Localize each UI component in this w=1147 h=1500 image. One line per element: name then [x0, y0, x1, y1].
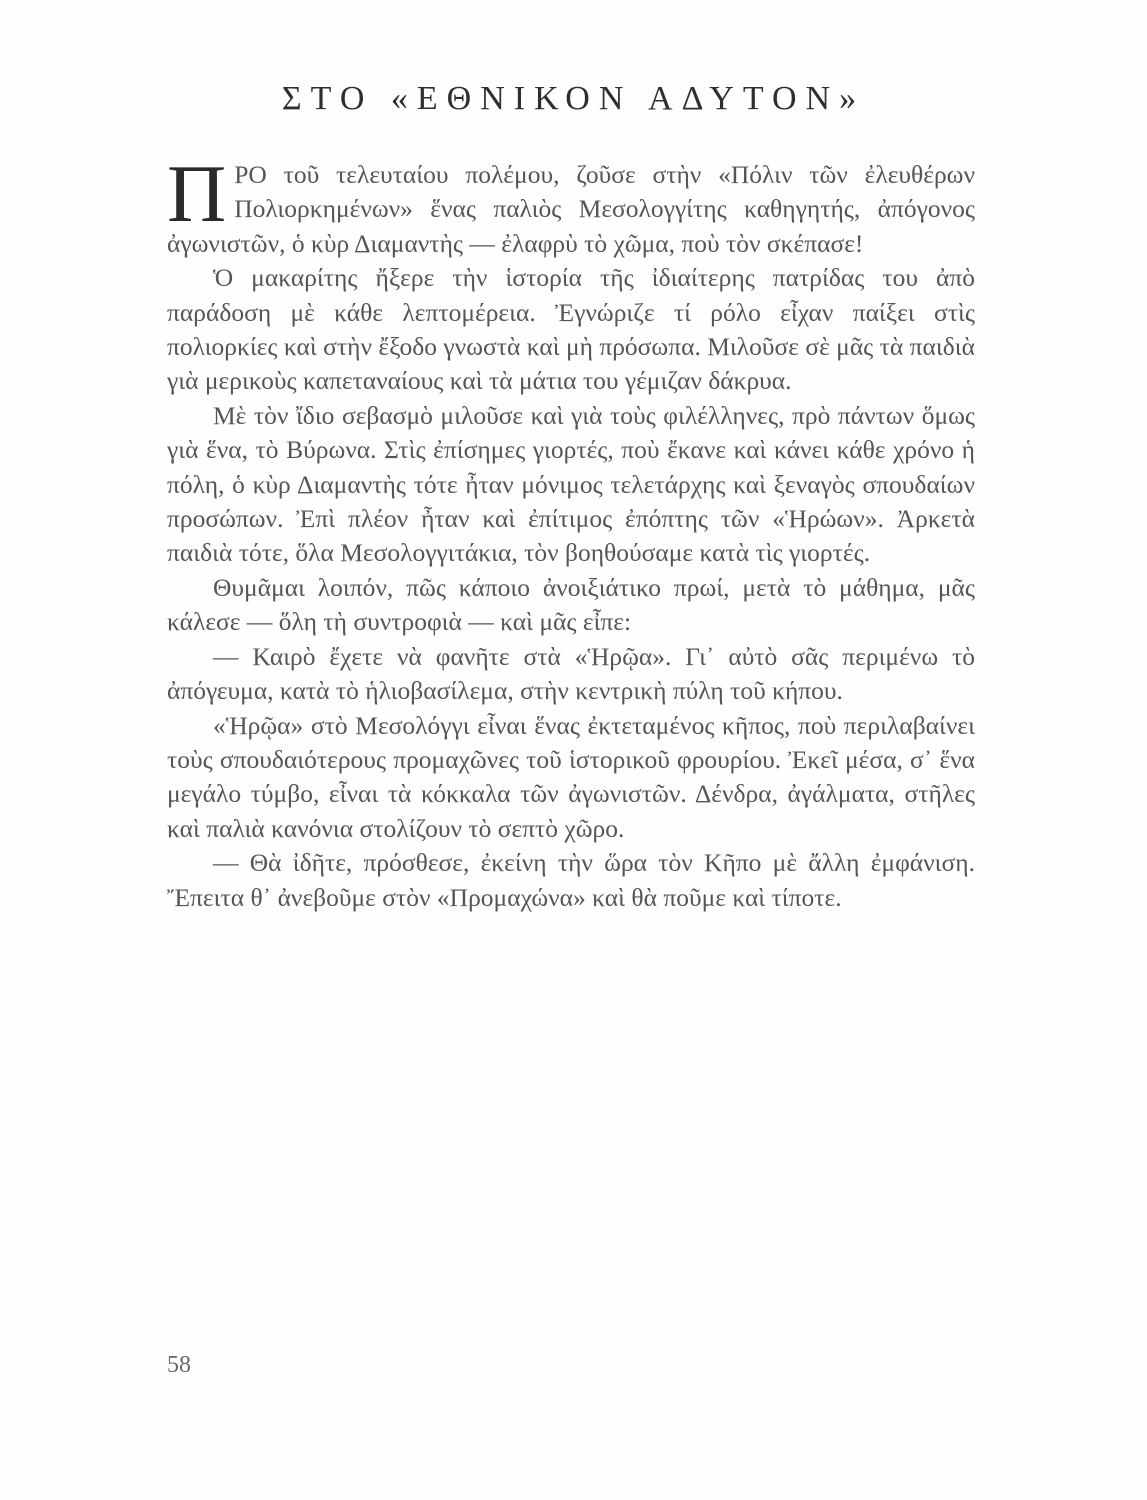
paragraph-7: — Θὰ ἰδῆτε, πρόσθεσε, ἐκείνη τὴν ὥρα τὸν Κῆπο μὲ ἄλλη ἐμφάνιση. Ἔπειτα θ᾿ ἀνεβοῦμε στὸν «Προμαχώνα» καὶ θὰ ποῦμε καὶ τίποτε. [167, 848, 975, 912]
paragraph-3: Μὲ τὸν ἴδιο σεβασμὸ μιλοῦσε καὶ γιὰ τοὺς φιλέλληνες, πρὸ πάντων ὅμως γιὰ ἕνα, τὸ Βύρωνα. Στὶς ἐπίσημες γιορτές, ποὺ ἔκανε καὶ κάνει κάθε χρόνο ἡ πόλη, ὁ κὺρ Διαμαντὴς τότε ἦταν μόνιμος τελετάρχης καὶ ξεναγὸς σπουδαίων προσώπων. Ἐπὶ πλέον ἦταν καὶ ἐπίτιμος ἐπόπτης τῶν «Ἡρώων». Ἀρκετὰ παιδιὰ τότε, ὅλα Μεσολογγιτάκια, τὸν βοηθούσαμε κατὰ τὶς γιορτές. [167, 400, 975, 568]
drop-cap: Π [167, 148, 227, 239]
paragraph-4: Θυμᾶμαι λοιπόν, πῶς κάποιο ἀνοιξιάτικο πρωί, μετὰ τὸ μάθημα, μᾶς κάλεσε — ὅλη τὴ συντροφιὰ — καὶ μᾶς εἶπε: [167, 572, 975, 637]
page-number: 58 [167, 1352, 191, 1378]
paragraph-5: — Καιρὸ ἔχετε νὰ φανῆτε στὰ «Ἡρῷα». Γι᾿ αὐτὸ σᾶς περιμένω τὸ ἀπόγευμα, κατὰ τὸ ἡλιοβασίλεμα, στὴν κεντρικὴ πύλη τοῦ κήπου. [167, 641, 975, 706]
body-text [167, 148, 975, 915]
paragraph-1-text: ΡΟ τοῦ τελευταίου πολέμου, ζοῦσε στὴν «Πόλιν τῶν ἐλευθέρων Πολιορκημένων» ἕνας παλιὸς Μεσολογγίτης καθηγητής, ἀπόγονος ἀγωνιστῶν, ὁ κὺρ Διαμαντὴς — ἐλαφρὺ τὸ χῶμα, ποὺ τὸν σκέπασε! [167, 160, 975, 258]
paragraph-2: Ὁ μακαρίτης ἤξερε τὴν ἱστορία τῆς ἰδιαίτερης πατρίδας του ἀπὸ παράδοση μὲ κάθε λεπτομέρεια. Ἐγνώριζε τί ρόλο εἶχαν παίξει στὶς πολιορκίες καὶ στὴν ἔξοδο γνωστὰ καὶ μὴ πρόσωπα. Μιλοῦσε σὲ μᾶς τὰ παιδιὰ γιὰ μερικοὺς καπεταναίους καὶ τὰ μάτια του γέμιζαν δάκρυα. [167, 263, 975, 396]
chapter-title: ΣΤΟ «ΕΘΝΙΚΟΝ ΑΔΥΤΟΝ» [281, 80, 866, 117]
paragraph-6: «Ἡρῷα» στὸ Μεσολόγγι εἶναι ἕνας ἐκτεταμένος κῆπος, ποὺ περιλαβαίνει τοὺς σπουδαιότερους προμαχῶνες τοῦ ἱστορικοῦ φρουρίου. Ἐκεῖ μέσα, σ᾿ ἕνα μεγάλο τύμβο, εἶναι τὰ κόκκαλα τῶν ἀγωνιστῶν. Δένδρα, ἀγάλματα, στῆλες καὶ παλιὰ κανόνια στολίζουν τὸ σεπτὸ χῶρο. [167, 710, 975, 843]
paragraph-1 [167, 148, 975, 261]
